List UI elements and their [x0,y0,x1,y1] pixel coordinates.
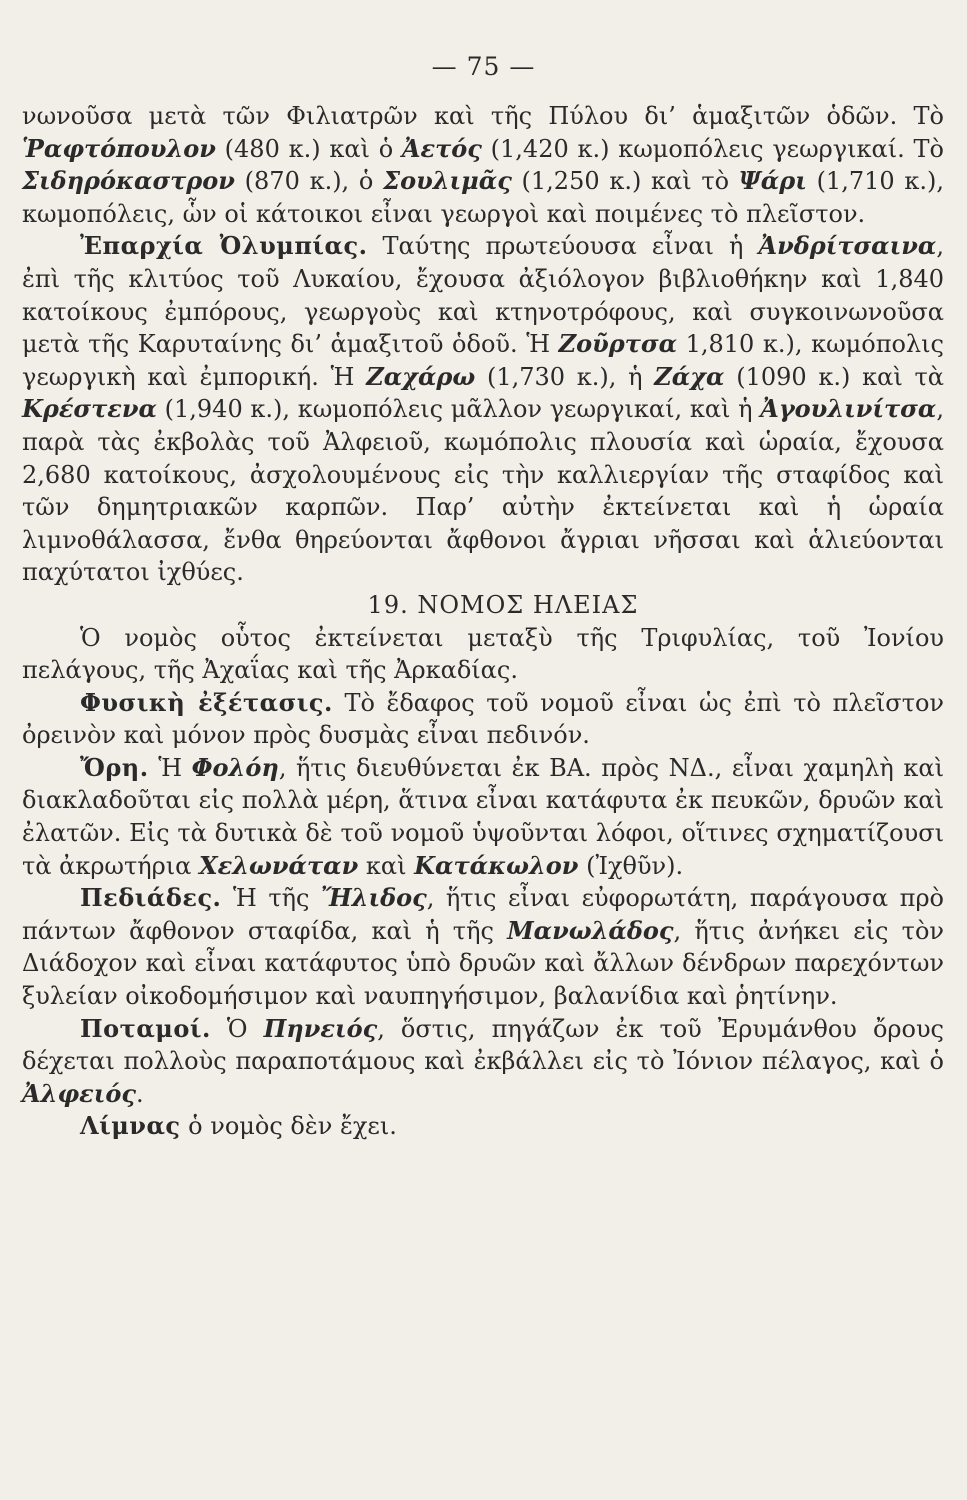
text-run: Ταύτης πρωτεύουσα εἶναι ἡ [367,232,759,261]
paragraph-heading: Λίμνας [80,1111,181,1141]
paragraph-mountains [22,752,944,882]
paragraph-olympia [22,230,944,589]
place-name: Μανωλάδος [507,915,674,945]
text-run: (1,730 κ.), ἡ [475,362,655,391]
section-title: 19. ΝΟΜΟΣ ΗΛΕΙΑΣ [367,590,639,619]
paragraph-lakes [22,1110,944,1143]
text-run: (480 κ.) καὶ ὁ [215,134,402,163]
page-body [22,100,944,1143]
place-name: Ζάχα [654,361,725,391]
place-name: Πηνειός [263,1013,378,1043]
paragraph-heading: Ποταμοί. [80,1013,211,1043]
text-run: , ἐπὶ τῆς κλιτύος τοῦ Λυκαίου, ἔχουσα ἀξιόλογον βιβλιοθήκην καὶ 1,840 κατοίκους ἐμπόρους, γεωργοὺς καὶ κτηνοτρόφους, καὶ συγκοινωνοῦσα μετὰ τῆς Καρυταίνης δι’ ἁμαξιτοῦ ὁδοῦ. Ἡ [22,232,945,359]
place-name: Ἀνδρίτσαινα [758,231,937,261]
paragraph-heading: Φυσικὴ ἐξέτασις. [80,687,333,717]
place-name: Σουλιμᾶς [383,166,512,196]
place-name: Χελωνάταν [199,850,359,880]
text-run: (1,250 κ.) καὶ τὸ [511,167,739,196]
text-run: (870 κ.), ὁ [234,167,384,196]
text-run: 1,810 κ.), κωμόπολις γεωργικὴ καὶ ἐμπορική. Ἡ [22,330,944,391]
paragraph-plains [22,882,944,1012]
place-name: Κρέστενα [22,394,157,424]
place-name: Ἀετός [401,133,482,163]
text-run: (1,710 κ.), κωμοπόλεις, ὧν οἱ κάτοικοι εἶναι γεωργοὶ καὶ ποιμένες τὸ πλεῖστον. [22,167,944,228]
text-run: (Ἰχθῦν). [578,851,684,880]
page-number: — 75 — [431,52,536,81]
text-run: . [136,1079,144,1108]
text-run: (1,420 κ.) κωμοπόλεις γεωργικαί. Τὸ [481,134,944,163]
text-run: καὶ [358,851,415,880]
place-name: Ζαχάρω [366,361,476,391]
text-run: Τὸ ἔδαφος τοῦ νομοῦ εἶναι ὡς ἐπὶ τὸ πλεῖστον ὀρεινὸν καὶ μόνον πρὸς δυσμὰς εἶναι πεδινόν. [22,688,945,750]
text-run: Ἡ [148,753,192,782]
text-run: νωνοῦσα μετὰ τῶν Φιλιατρῶν καὶ τῆς Πύλου δι’ ἁμαξιτῶν ὁδῶν. Τὸ [22,102,944,130]
text-run: Ἡ τῆς [221,884,321,913]
place-name: Ἤλιδος [320,883,427,913]
place-name: Ἀγουλινίτσα [760,394,937,424]
paragraph-intro: Ὁ νομὸς οὗτος ἐκτείνεται μεταξὺ τῆς Τριφυλίας, τοῦ Ἰονίου πελάγους, τῆς Ἀχαΐας καὶ τῆς Ἀρκαδίας. [22,623,944,685]
place-name: Ἀλφειός [22,1078,136,1108]
text-run: , ἥτις διευθύνεται ἐκ ΒΑ. πρὸς ΝΔ., εἶναι χαμηλὴ καὶ διακλαδοῦται εἰς πολλὰ μέρη, ἅτινα εἶναι κατάφυτα ἐκ πευκῶν, δρυῶν καὶ ἐλατῶν. Εἰς τὰ δυτικὰ δὲ τοῦ νομοῦ ὑψοῦνται λόφοι, οἵτινες σχηματίζουσι τὰ ἀκρωτήρια [22,753,944,880]
paragraph-rivers [22,1013,944,1111]
place-name: Σιδηρόκαστρον [22,166,235,196]
paragraph-heading: Ἐπαρχία Ὀλυμπίας. [80,231,368,261]
text-run: (1090 κ.) καὶ τὰ [724,362,944,391]
paragraph-heading: Ὄρη. [80,752,149,782]
place-name: Ψάρι [738,166,807,196]
text-run: Ὁ [210,1014,264,1043]
place-name: Ζοῦρτσα [558,329,678,359]
text-run: , παρὰ τὰς ἐκβολὰς τοῦ Ἀλφειοῦ, κωμόπολις πλουσία καὶ ὡραία, ἔχουσα 2,680 κατοίκους, ἀσχολουμένους εἰς τὴν καλλιεργίαν τῆς σταφίδος καὶ τῶν δημητριακῶν καρπῶν. Παρ’ αὐτὴν ἐκτείνεται καὶ ἡ ὡραία λιμνοθάλασσα, ἔνθα θηρεύονται ἄφθονοι ἄγριαι νῆσσαι καὶ ἁλιεύονται παχύτατοι ἰχθύες. [22,395,944,587]
place-name: Φολόη [191,752,279,782]
text-run: , ἥτις εἶναι εὐφορωτάτη, παράγουσα πρὸ πάντων ἄφθονον σταφίδα, καὶ ἡ τῆς [22,884,944,945]
text-run: (1,940 κ.), κωμοπόλεις μᾶλλον γεωργικαί, καὶ ἡ [156,395,761,424]
paragraph-heading: Πεδιάδες. [80,883,222,913]
paragraph-physical [22,687,944,752]
place-name: Κατάκωλον [414,850,579,880]
text-run: , ἥτις ἀνήκει εἰς τὸν Διάδοχον καὶ εἶναι κατάφυτος ὑπὸ δρυῶν καὶ ἄλλων δένδρων παρεχόντων ξυλείαν οἰκοδομήσιμον καὶ ναυπηγήσιμον, βαλανίδια καὶ ῥητίνην. [22,916,944,1011]
text-run: ὁ νομὸς δὲν ἔχει. [180,1112,397,1141]
place-name: Ῥαφτόπουλον [22,133,216,163]
paragraph-messenia-end [22,100,944,230]
text-run: , ὅστις, πηγάζων ἐκ τοῦ Ἐρυμάνθου ὄρους δέχεται πολλοὺς παραποτάμους καὶ ἐκβάλλει εἰς τὸ Ἰόνιον πέλαγος, καὶ ὁ [22,1014,944,1076]
